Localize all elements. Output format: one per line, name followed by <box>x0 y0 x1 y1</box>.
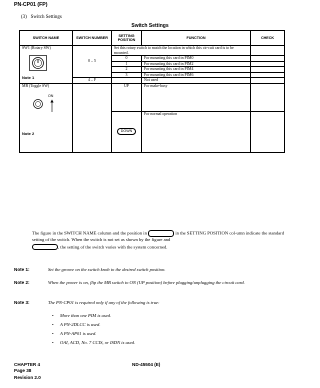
function-text: Not used <box>142 78 251 84</box>
col-header-check: CHECK <box>251 31 285 46</box>
list-item: • More than one PIM is used. <box>52 313 112 318</box>
footer-revision: Revision 2.0 <box>14 374 41 380</box>
down-position-pill: DOWN <box>117 128 136 135</box>
function-text: For mounting this card in PIM4 <box>142 67 251 73</box>
table-row <box>20 46 285 56</box>
list-item: • OAI, ACD, No. 7 CCIS, or ISDN is used. <box>52 340 136 345</box>
function-text: For make-busy <box>142 83 251 111</box>
setting-position: UP <box>112 83 142 111</box>
check-cell <box>251 83 285 111</box>
toggle-switch-icon <box>32 94 70 114</box>
note2-label: Note 2: <box>14 280 30 285</box>
table-title: Switch Settings <box>131 23 169 29</box>
setting-position: 1 <box>112 61 142 67</box>
switch-position-pill-icon <box>32 244 58 251</box>
table-row <box>20 83 285 111</box>
rotary-intro: Set this rotary switch to match the location in which this cir-cuit card is to be mounted. <box>112 46 251 56</box>
page-header: PN-CP01 (FP) <box>14 2 48 8</box>
note2-text: When the power is on, flip the MB switch to ON (UP position) before plugging/unplugging the circuit card. <box>48 280 245 285</box>
function-text: For normal operation <box>142 111 251 152</box>
standard-setting-paragraph <box>32 230 284 251</box>
rotary-switch-name: SW1 (Rotary SW) <box>22 46 51 50</box>
function-text: For mounting this card in PIM0 <box>142 56 251 62</box>
list-item: • A PN-AP01 is used. <box>52 331 97 336</box>
col-header-function: FUNCTION <box>142 31 251 46</box>
setting-position-down <box>112 111 142 152</box>
setting-position: 3 <box>112 72 142 78</box>
note1-text: Set the groove on the switch knob to the desired switch position. <box>48 267 166 272</box>
toggle-switch-name: MB (Toggle SW) <box>22 83 50 88</box>
rotary-number: 0 – 5 <box>73 46 112 78</box>
switch-settings-table <box>19 30 285 153</box>
footer-left <box>14 362 41 381</box>
paragraph-part3: , the setting of the switch varies with the system concerned. <box>58 243 168 249</box>
toggle-switch-cell <box>20 83 73 152</box>
check-cell <box>251 111 285 152</box>
switch-position-pill-icon <box>148 230 174 237</box>
paragraph-part1: The figure in the SWITCH NAME column and the position in <box>32 230 147 236</box>
function-text: For mounting this card in PIM2 <box>142 61 251 67</box>
note1-label: Note 1: <box>14 267 30 272</box>
footer-chapter: CHAPTER 4 <box>14 362 41 367</box>
note3-label: Note 3: <box>14 300 30 305</box>
rotary-switch-icon <box>29 55 70 73</box>
list-item: • A PN-2DLCC is used. <box>52 322 101 327</box>
toggle-number <box>73 83 112 152</box>
unused-number: 4 – F <box>73 78 112 84</box>
col-header-setting-position: SETTING POSITION <box>112 31 142 46</box>
function-text: For mounting this card in PIM6 <box>142 72 251 78</box>
table-header-row <box>20 31 285 46</box>
setting-position: 0 <box>112 56 142 62</box>
note1-ref: Note 1 <box>22 75 35 80</box>
paragraph-part2: in the SETTING POSITION col-umn indicate the standard setting of the switch. When the switch is not set as shown by the figure and <box>32 230 285 242</box>
check-cell <box>251 46 285 56</box>
col-header-switch-name: SWITCH NAME <box>20 31 73 46</box>
footer-doc-number: ND-45504 (E) <box>132 362 161 367</box>
toggle-on-label: ON <box>48 94 54 98</box>
col-header-switch-number: SWITCH NUMBER <box>73 31 112 46</box>
notes-section <box>0 267 300 357</box>
note2-ref: Note 2 <box>22 131 35 136</box>
setting-position: 2 <box>112 67 142 73</box>
footer-page: Page 38 <box>14 368 32 374</box>
rotary-switch-cell <box>20 46 73 84</box>
section-label: (3) Switch Settings <box>21 15 62 20</box>
note3-text: The PN-CP01 is required only if any of the following is true: <box>48 300 160 305</box>
